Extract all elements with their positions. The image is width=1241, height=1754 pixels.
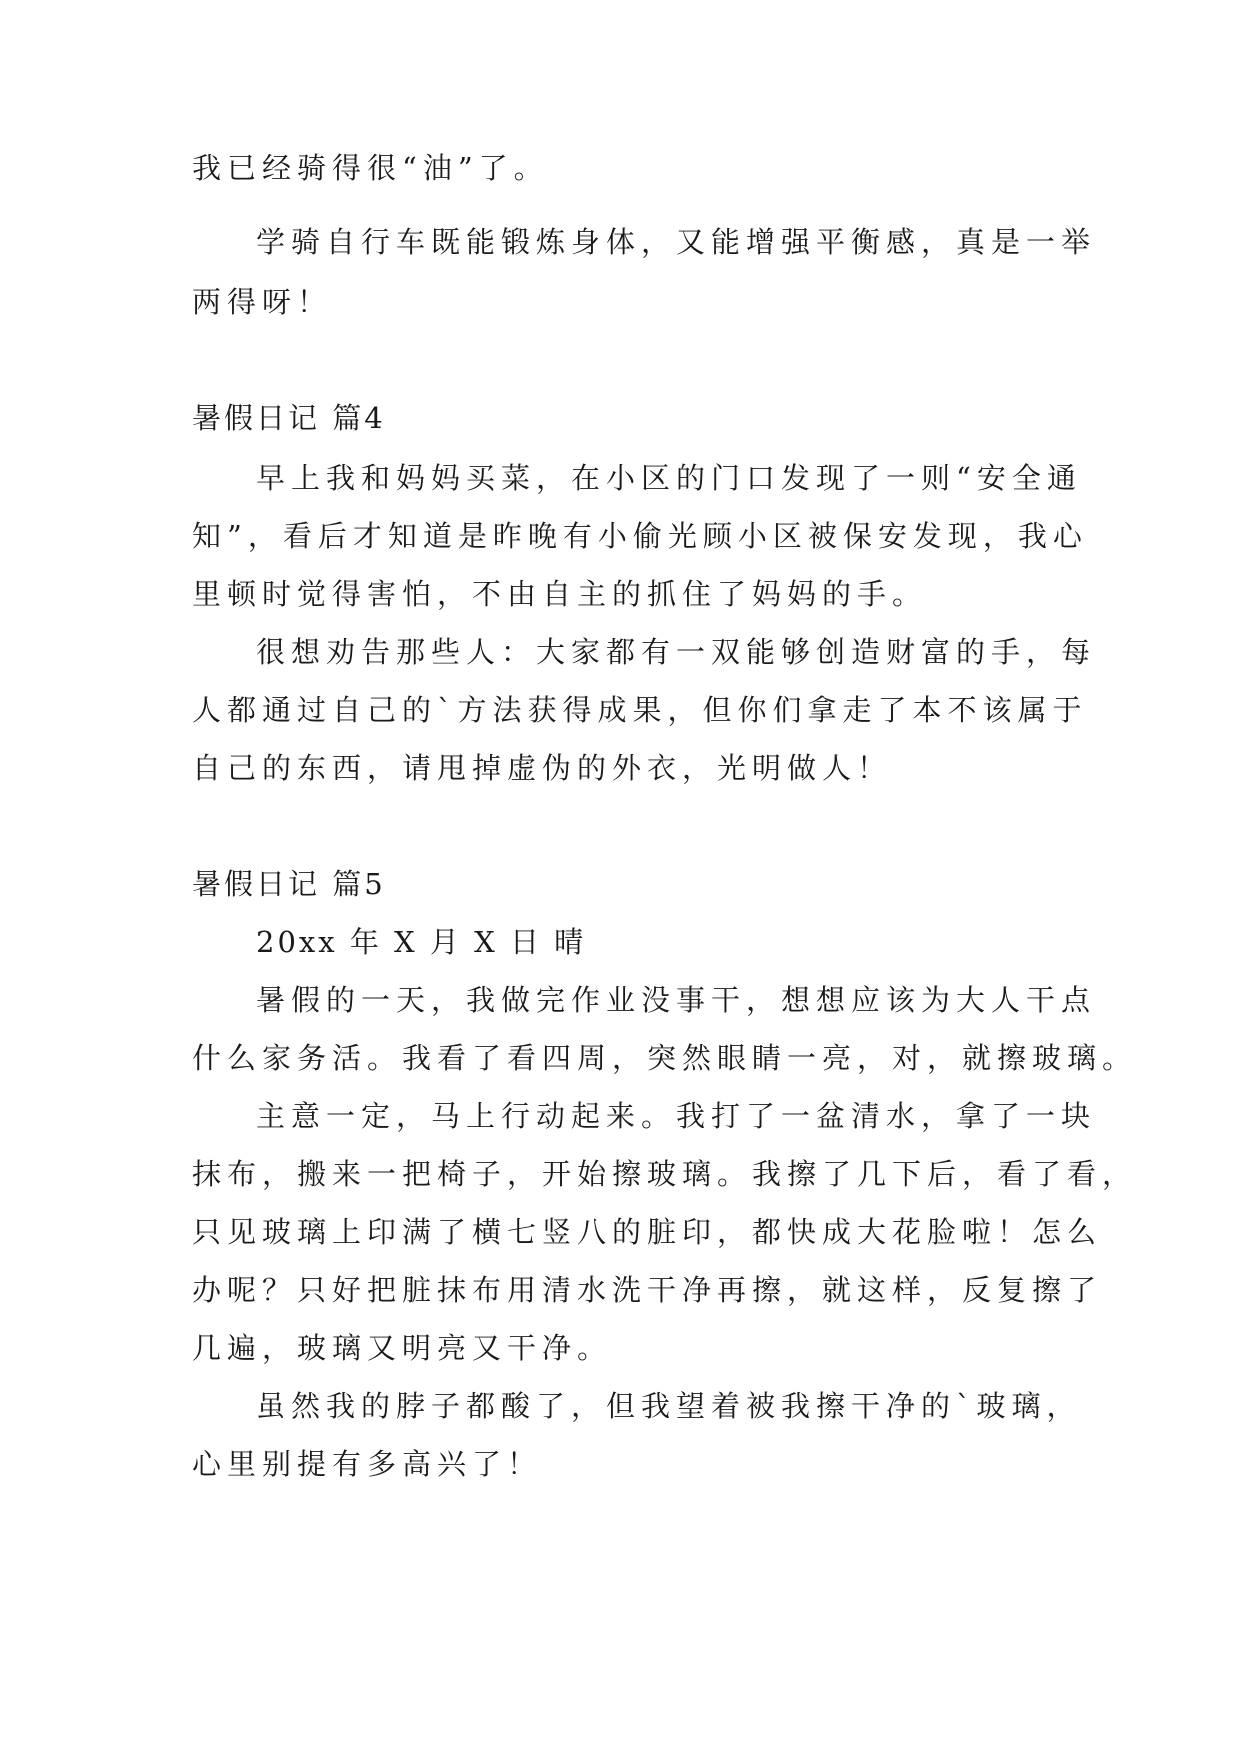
paragraph-line: 知”，看后才知道是昨晚有小偷光顾小区被保安发现，我心	[192, 519, 1088, 553]
paragraph-line: 人都通过自己的`方法获得成果，但你们拿走了本不该属于	[192, 693, 1088, 727]
paragraph-line: 什么家务活。我看了看四周，突然眼睛一亮，对，就擦玻璃。	[192, 1041, 1138, 1075]
diary-heading: 暑假日记 篇5	[192, 867, 386, 901]
paragraph-line: 几遍，玻璃又明亮又干净。	[192, 1331, 613, 1365]
paragraph-line: 心里别提有多高兴了！	[192, 1447, 543, 1481]
diary-date-weather: 20xx 年 X 月 X 日 晴	[256, 925, 587, 959]
paragraph-line: 暑假的一天，我做完作业没事干，想想应该为大人干点	[256, 983, 1097, 1017]
paragraph-line: 两得呀！	[192, 285, 333, 319]
paragraph-line: 我已经骑得很“油”了。	[192, 151, 549, 185]
paragraph-line: 里顿时觉得害怕，不由自主的抓住了妈妈的手。	[192, 577, 928, 611]
paragraph-line: 主意一定，马上行动起来。我打了一盆清水，拿了一块	[256, 1099, 1097, 1133]
paragraph-line: 只见玻璃上印满了横七竖八的脏印，都快成大花脸啦！怎么	[192, 1215, 1103, 1249]
paragraph-line: 虽然我的脖子都酸了，但我望着被我擦干净的`玻璃，	[256, 1389, 1082, 1423]
paragraph-line: 学骑自行车既能锻炼身体，又能增强平衡感，真是一举	[256, 225, 1097, 259]
paragraph-line: 自己的东西，请甩掉虚伪的外衣，光明做人！	[192, 751, 893, 785]
paragraph-line: 抹布，搬来一把椅子，开始擦玻璃。我擦了几下后，看了看，	[192, 1157, 1138, 1191]
paragraph-line: 办呢？只好把脏抹布用清水洗干净再擦，就这样，反复擦了	[192, 1273, 1103, 1307]
diary-heading: 暑假日记 篇4	[192, 401, 386, 435]
paragraph-line: 很想劝告那些人：大家都有一双能够创造财富的手，每	[256, 635, 1097, 669]
paragraph-line: 早上我和妈妈买菜，在小区的门口发现了一则“安全通	[256, 461, 1082, 495]
